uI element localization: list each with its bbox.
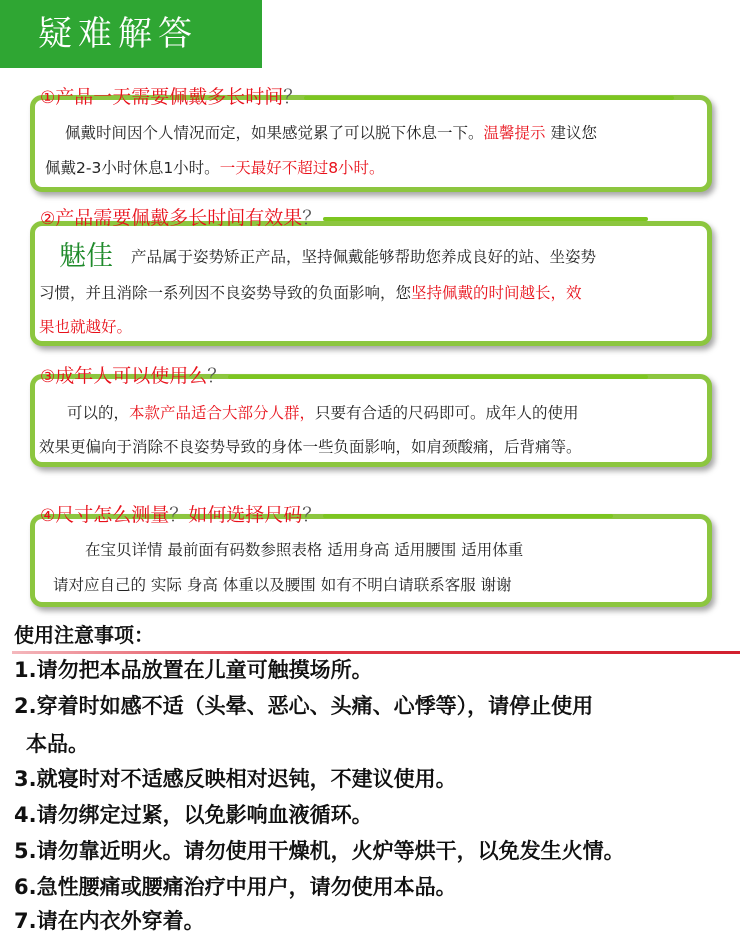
question-2-title: ②产品需要佩戴多长时间有效果？ [40,206,648,231]
faq-banner [0,0,262,68]
notice-item-1: 1.请勿把本品放置在儿童可触摸场所。 [14,658,373,682]
answer-2-line-2: 习惯，并且消除一系列因不良姿势导致的负面影响，您坚持佩戴的时间越长，效 [39,284,582,302]
notice-item-2: 2.穿着时如感不适（头晕、恶心、头痛、心悸等），请停止使用 [14,694,594,718]
question-1-title: ①产品一天需要佩戴多长时间？ [40,85,674,110]
answer-3-line-2: 效果更偏向于消除不良姿势导致的身体一些负面影响，如肩颈酸痛，后背痛等。 [39,438,582,456]
notice-item-3: 3.就寝时对不适感反映相对迟钝，不建议使用。 [14,767,457,791]
question-4-title: ④尺寸怎么测量？如何选择尺码？ [40,503,613,528]
question-3-title: ③成年人可以使用么？ [40,364,648,389]
answer-4-line-2: 请对应自己的 实际 身高 体重以及腰围 如有不明白请联系客服 谢谢 [53,576,512,594]
answer-2-line-3: 果也就越好。 [39,318,133,336]
answer-1-line-1: 佩戴时间因个人情况而定，如果感觉累了可以脱下休息一下。温馨提示 建议您 [65,124,597,142]
answer-2-line-1: 魅佳 产品属于姿势矫正产品，坚持佩戴能够帮助您养成良好的站、坐姿势 [59,241,597,272]
notice-title: 使用注意事项： [14,623,154,647]
notice-item-7: 7.请在内衣外穿着。 [14,909,205,933]
answer-3-line-1: 可以的，本款产品适合大部分人群，只要有合适的尺码即可。成年人的使用 [67,404,579,422]
faq-card-2 [30,221,712,346]
notice-item-6: 6.急性腰痛或腰痛治疗中用户，请勿使用本品。 [14,875,457,899]
notice-item-4: 4.请勿绑定过紧，以免影响血液循环。 [14,803,373,827]
notice-item-2-cont: 本品。 [26,732,89,756]
brand-name: 魅佳 [59,241,113,272]
answer-1-line-2: 佩戴2-3小时休息1小时。一天最好不超过8小时。 [45,159,385,177]
answer-4-line-1: 在宝贝详情 最前面有码数参照表格 适用身高 适用腰围 适用体重 [85,541,524,559]
faq-banner-title: 疑难解答 [38,14,198,54]
notice-item-5: 5.请勿靠近明火。请勿使用干燥机，火炉等烘干，以免发生火情。 [14,839,625,863]
notice-divider [12,651,740,654]
